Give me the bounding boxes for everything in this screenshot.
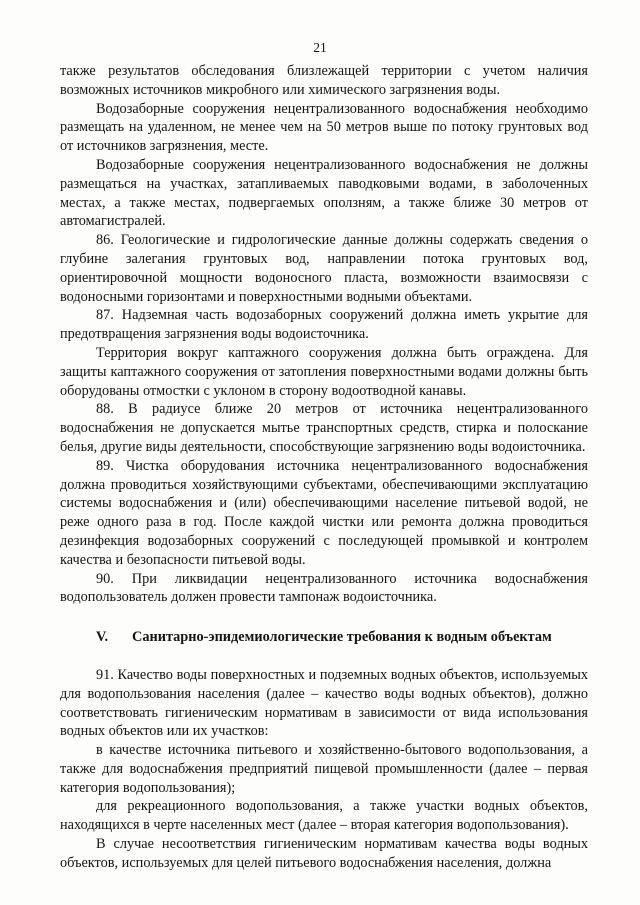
paragraph-88: 88. В радиусе ближе 20 метров от источника нецентрализованного водоснабжения не допускается мытье транспортных средств, стирка и полоскание белья, другие виды деятельности, способствующие загрязнению воды водоисточника. — [60, 401, 588, 455]
section-heading — [60, 628, 588, 647]
section-number: V. — [96, 629, 109, 646]
paragraph-90: 90. При ликвидации нецентрализованного источника водоснабжения водопользователь должен провести тампонаж водоисточника. — [60, 570, 588, 606]
paragraph: В случае несоответствия гигиеническим нормативам качества воды водных объектов, используемых для целей питьевого водоснабжения населения, должна — [60, 836, 588, 871]
paragraph: для рекреационного водопользования, а также участки водных объектов, находящихся в черте населенных мест (далее – вторая категория водопользования). — [60, 798, 588, 834]
paragraph: также результатов обследования близлежащей территории с учетом наличия возможных источников микробного или химического загрязнения воды. — [60, 63, 588, 98]
paragraph: Территория вокруг каптажного сооружения должна быть ограждена. Для защиты каптажного сооружения от затопления поверхностными водами должны быть оборудованы отмостки с уклоном в сторону водоотводной канавы. — [60, 344, 588, 399]
paragraph-91: 91. Качество воды поверхностных и подземных водных объектов, используемых для водопользования населения (далее – качество воды водных объектов), должно соответствовать гигиеническим нормативам в зависимости от вида использования водных объектов или их участков: — [60, 666, 588, 740]
document-body — [60, 62, 588, 873]
paragraph-87: 87. Надземная часть водозаборных сооружений должна иметь укрытие для предотвращения загрязнения воды водоисточника. — [60, 307, 588, 343]
section-title: Санитарно-эпидемиологические требования к водным объектам — [132, 629, 552, 646]
paragraph-86: 86. Геологические и гидрологические данные должны содержать сведения о глубине залегания грунтовых вод, направлении потока грунтовых вод, ориентировочной мощности водоносного пласта, возможности взаимосвязи с водоносными горизонтами и поверхностными водными объектами. — [60, 232, 588, 305]
paragraph: Водозаборные сооружения нецентрализованного водоснабжения необходимо размещать на удаленном, не менее чем на 50 метров выше по потоку грунтовых вод от источников загрязнения, месте. — [60, 100, 588, 155]
paragraph: в качестве источника питьевого и хозяйственно-бытового водопользования, а также для водоснабжения предприятий пищевой промышленности (далее – первая категория водопользования); — [60, 742, 588, 796]
page-number: 21 — [313, 40, 327, 55]
paragraph-89: 89. Чистка оборудования источника нецентрализованного водоснабжения должна проводиться хозяйствующими субъектами, обеспечивающими эксплуатацию системы водоснабжения и (или) обеспечивающими население питьевой водой, не реже одного раза в год. После каждой чистки или ремонта должна проводиться дезинфекция водозаборных сооружений с последующей промывкой и контролем качества и безопасности питьевой воды. — [60, 457, 588, 568]
paragraph: Водозаборные сооружения нецентрализованного водоснабжения не должны размещаться на участках, затапливаемых паводковыми водами, в заболоченных местах, а также местах, подвергаемых оползням, а также ближе 30 метров от автомагистралей. — [60, 156, 588, 230]
